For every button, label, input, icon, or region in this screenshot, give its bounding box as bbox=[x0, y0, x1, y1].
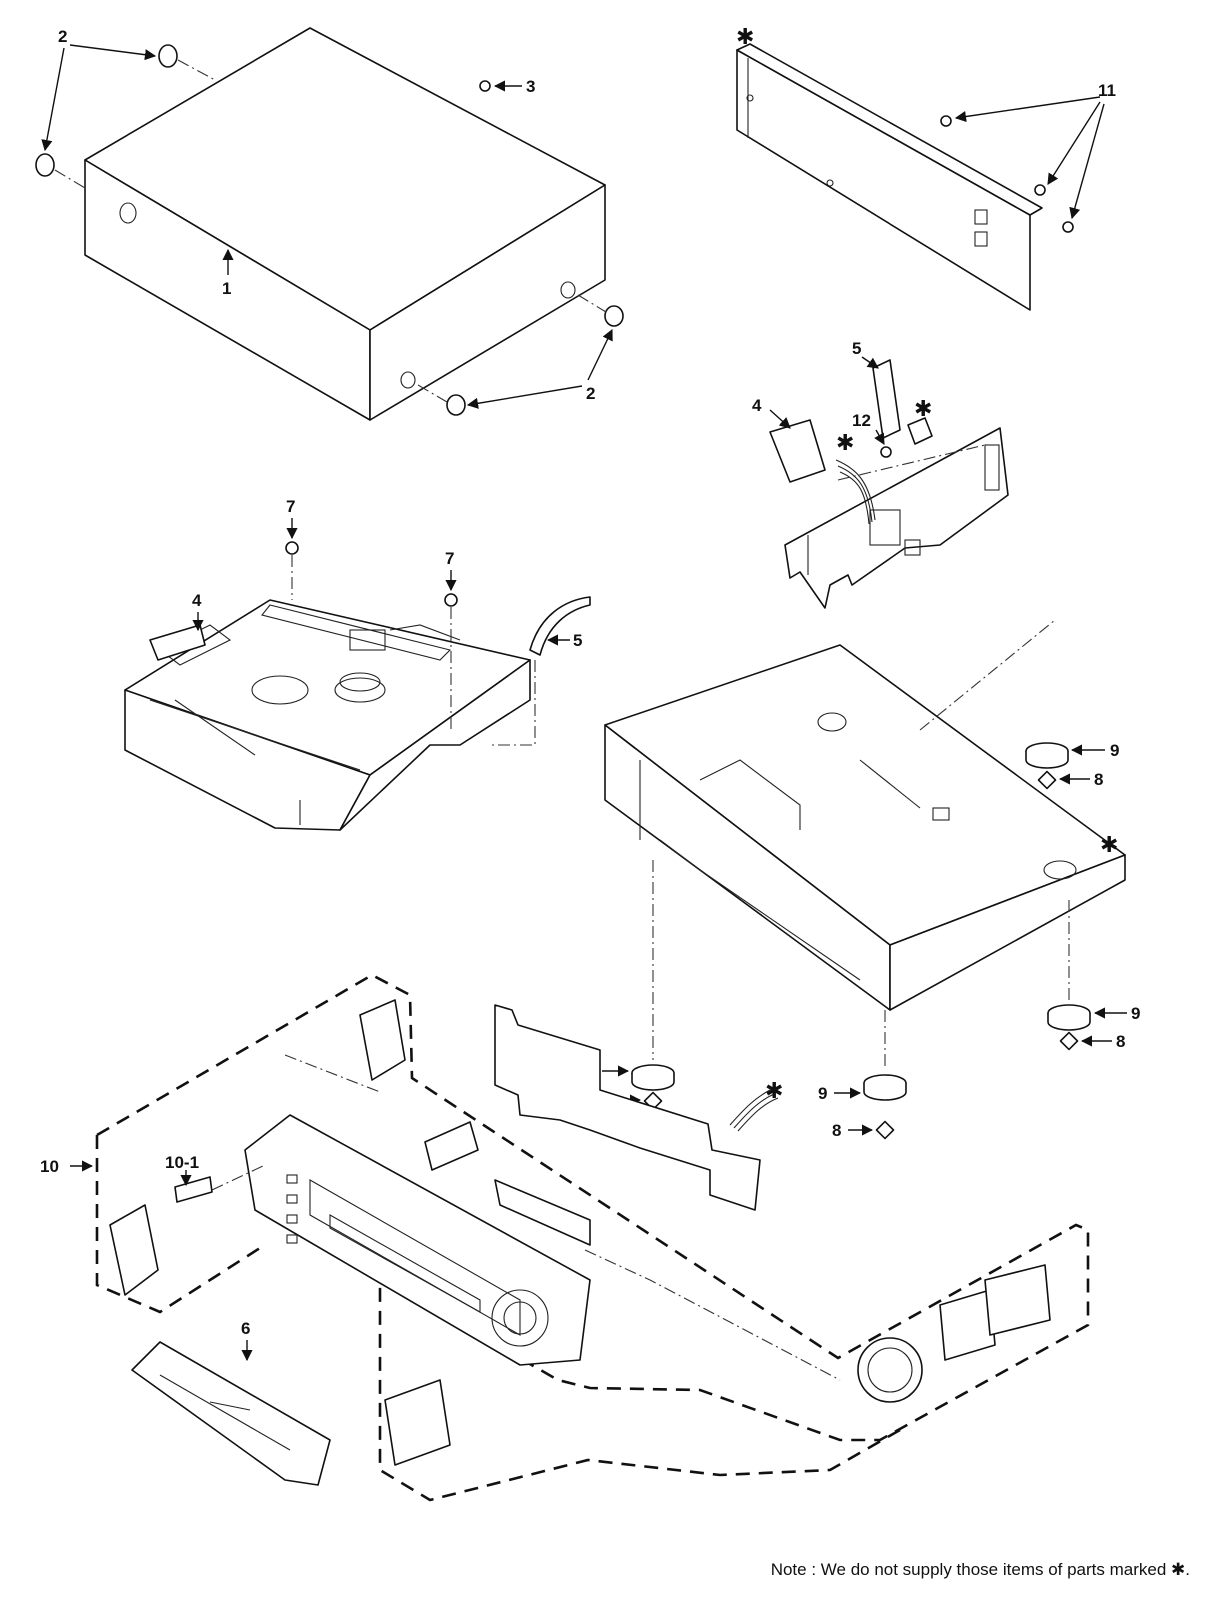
callout-8: 8 bbox=[1116, 1032, 1126, 1051]
callout-4-pcb: 4 bbox=[752, 396, 762, 415]
front-panel bbox=[245, 1115, 590, 1365]
flat-cable-4 bbox=[770, 410, 825, 482]
front-pcb bbox=[495, 1005, 778, 1210]
callout-7-left: 7 bbox=[286, 497, 296, 516]
callout-10: 10 bbox=[40, 1157, 59, 1176]
not-supplied-marker: ✱ bbox=[914, 397, 933, 422]
lens-assembly bbox=[858, 1265, 1050, 1402]
not-supplied-marker: ✱ bbox=[736, 25, 755, 50]
callout-11: 11 bbox=[1098, 81, 1116, 100]
callout-5-pcb: 5 bbox=[852, 339, 862, 358]
rear-panel bbox=[737, 44, 1042, 310]
callout-8: 8 bbox=[1094, 770, 1104, 789]
not-supplied-marker: ✱ bbox=[765, 1079, 784, 1104]
callout-1: 1 bbox=[222, 279, 232, 298]
callout-9: 9 bbox=[1131, 1004, 1141, 1023]
callout-4-mech: 4 bbox=[192, 591, 202, 610]
cassette-door bbox=[132, 1340, 330, 1485]
callout-3: 3 bbox=[526, 77, 536, 96]
callout-6: 6 bbox=[241, 1319, 251, 1338]
callout-8: 8 bbox=[832, 1121, 842, 1140]
callout-10-1: 10-1 bbox=[165, 1153, 200, 1172]
callout-5-mech: 5 bbox=[573, 631, 583, 650]
callout-9: 9 bbox=[1110, 741, 1120, 760]
callout-2-right: 2 bbox=[586, 384, 596, 403]
callout-7-right: 7 bbox=[445, 549, 455, 568]
callout-9: 9 bbox=[818, 1084, 828, 1103]
not-supplied-marker: ✱ bbox=[1100, 833, 1119, 858]
callout-2-top: 2 bbox=[58, 27, 68, 46]
not-supplied-marker: ✱ bbox=[836, 431, 855, 456]
callout-12: 12 bbox=[852, 411, 871, 430]
footnote: Note : We do not supply those items of parts marked ✱. bbox=[770, 1560, 1190, 1579]
chassis-frame bbox=[605, 620, 1125, 1010]
